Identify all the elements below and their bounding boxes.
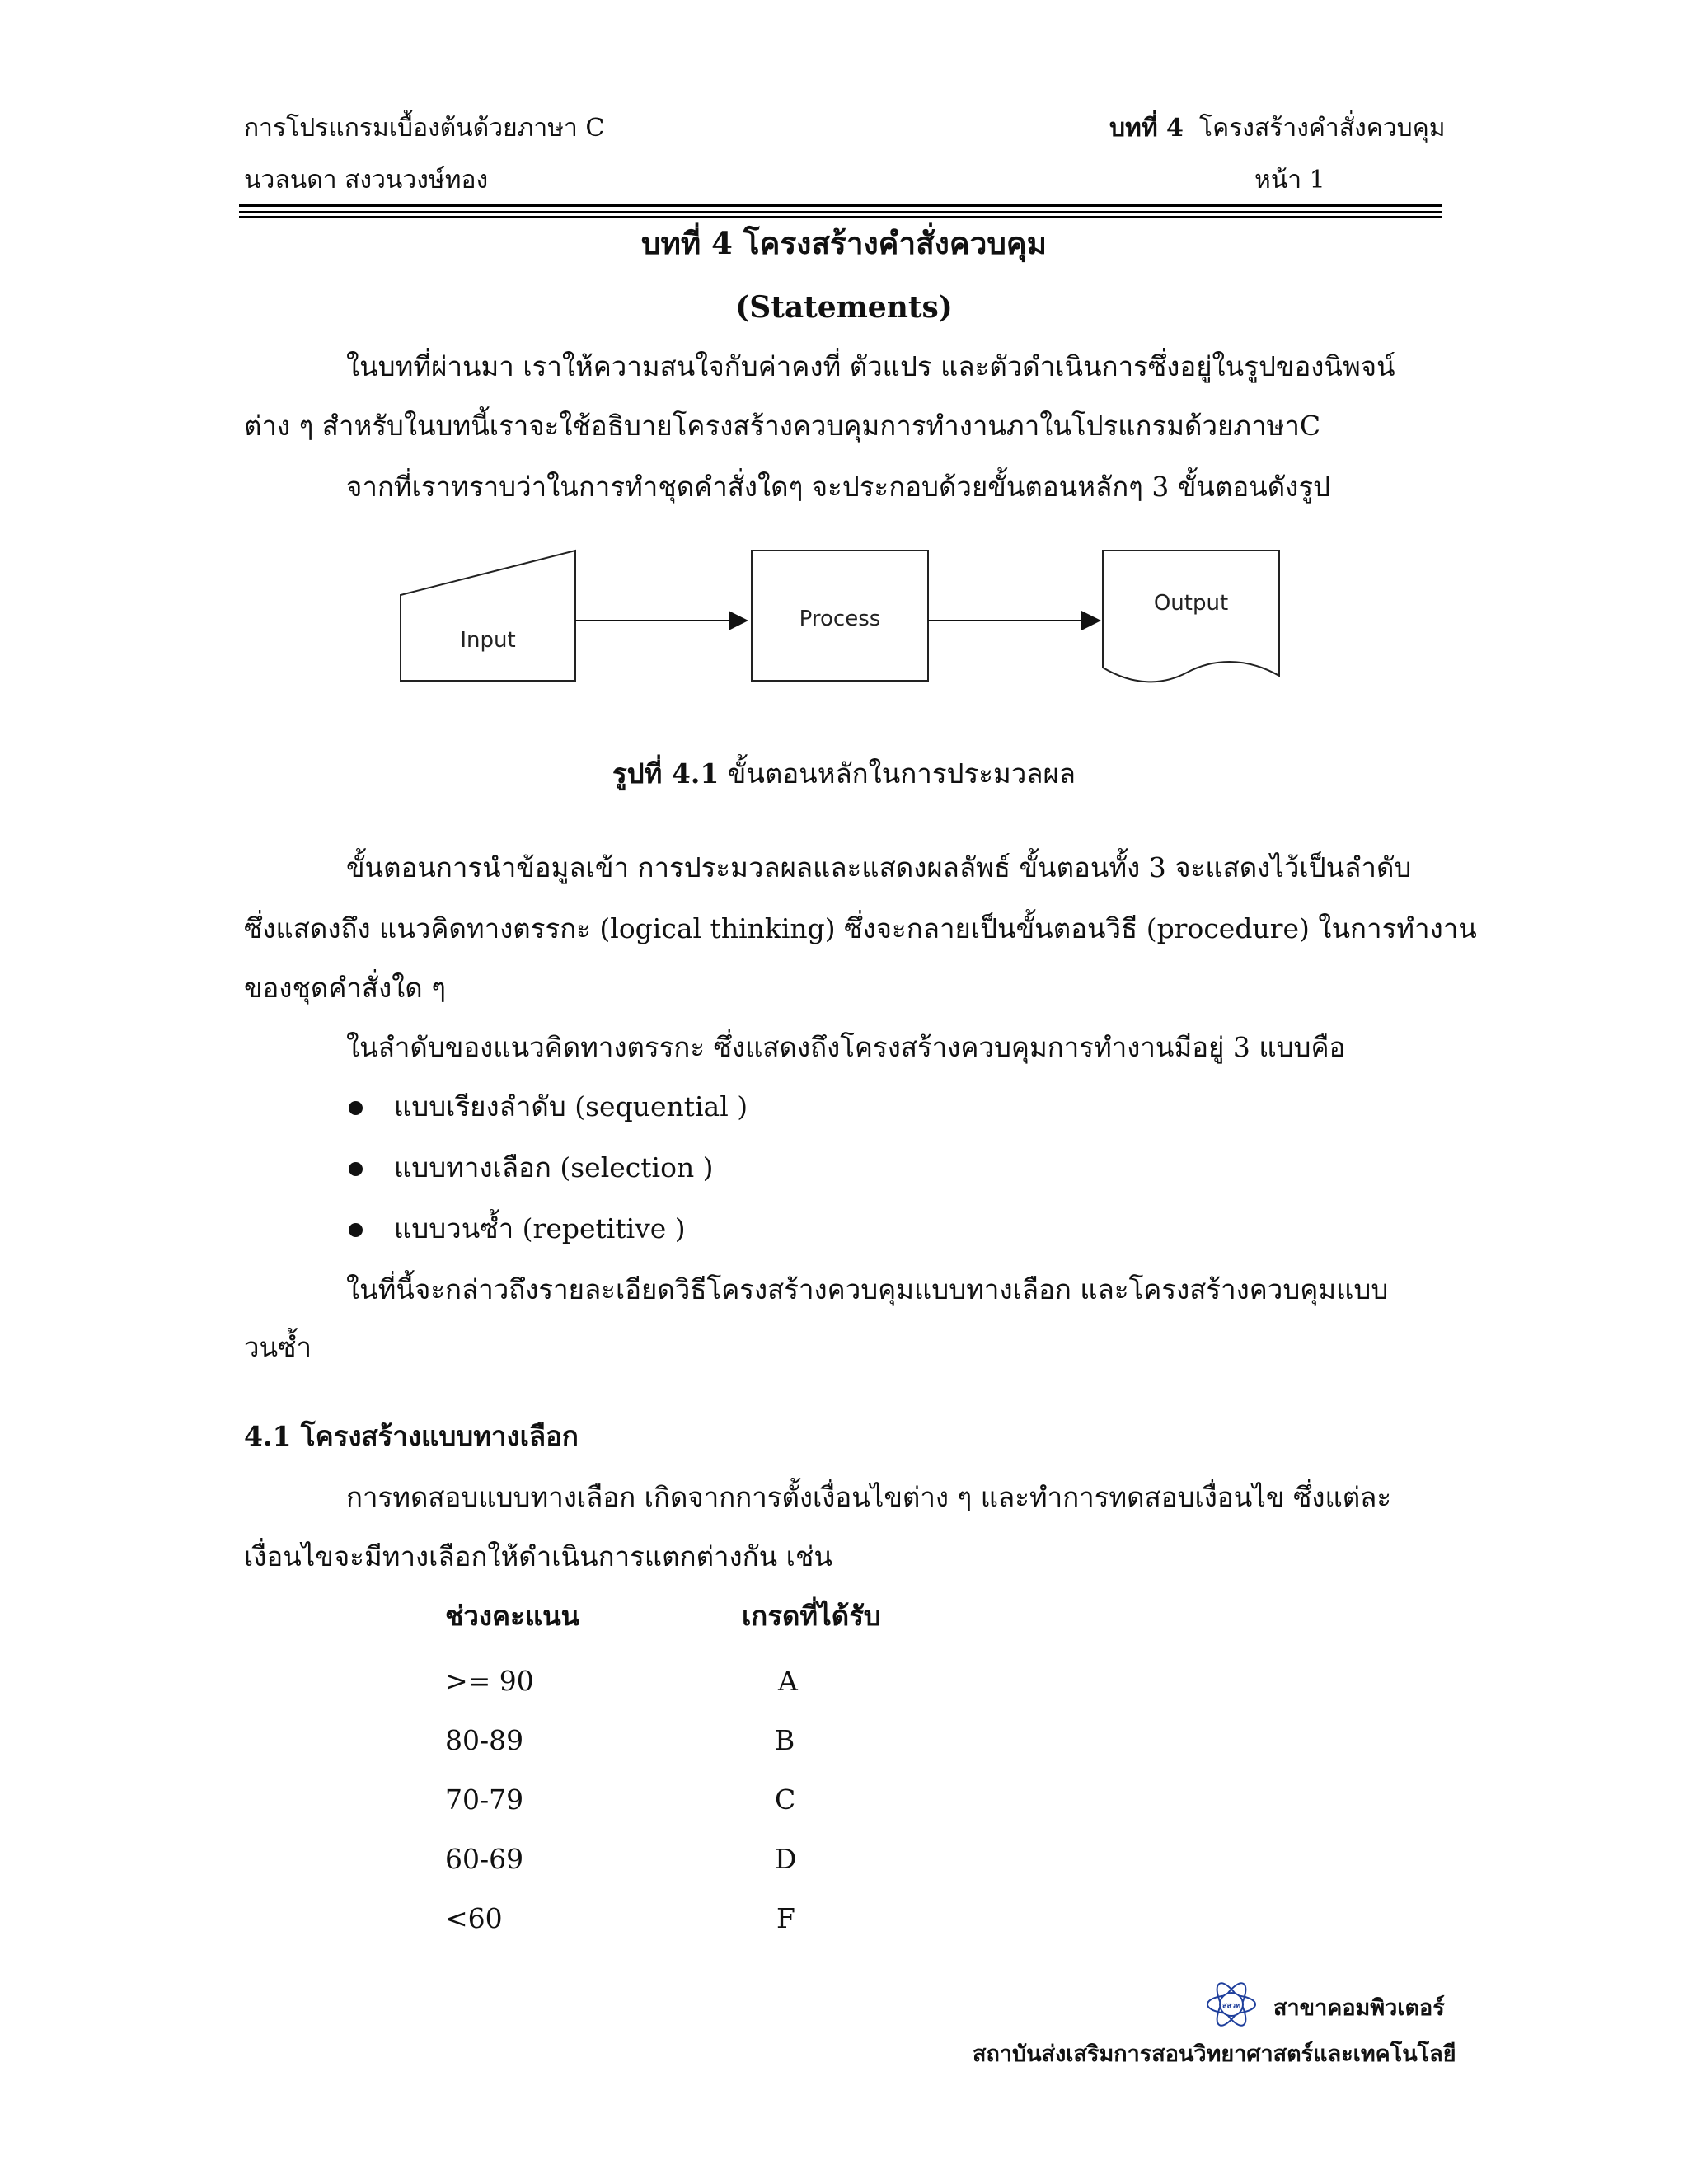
page-title: บทที่ 4 โครงสร้างคำสั่งควบคุม <box>641 225 1047 261</box>
bullet-item-repetitive: แบบวนซ้ำ (repetitive ) <box>394 1212 686 1244</box>
output-label: Output <box>1153 591 1229 616</box>
paragraph-selection-line2: เงื่อนไขจะมีทางเลือกให้ดำเนินการแตกต่างกัน เช่น <box>244 1540 832 1572</box>
paragraph-logic-line3: ของชุดคำสั่งใด ๆ <box>244 972 446 1004</box>
paragraph-steps: จากที่เราทราบว่าในการทำชุดคำสั่งใดๆ จะประกอบด้วยขั้นตอนหลักๆ 3 ขั้นตอนดังรูป <box>346 471 1331 503</box>
figure-caption-text: ขั้นตอนหลักในการประมวลผล <box>719 757 1076 790</box>
grade-table-grade-cell: F <box>776 1902 795 1934</box>
header-author: นวลนดา สงวนวงษ์ทอง <box>244 166 489 194</box>
header-chapter-prefix: บทที่ 4 <box>1109 114 1184 143</box>
grade-table-grade-cell: B <box>775 1724 795 1756</box>
figure-caption <box>0 757 1688 790</box>
bullet-item-sequential: แบบเรียงลำดับ (sequential ) <box>394 1090 748 1122</box>
grade-table-range-cell: >= 90 <box>445 1665 534 1697</box>
grade-table-header-range: ช่วงคะแนน <box>445 1600 580 1632</box>
paragraph-selection-line1: การทดสอบแบบทางเลือก เกิดจากการตั้งเงื่อนไขต่าง ๆ และทำการทดสอบเงื่อนไข ซึ่งแต่ละ <box>346 1481 1392 1513</box>
process-label: Process <box>799 607 881 631</box>
footer-department: สาขาคอมพิวเตอร์ <box>1273 1995 1445 2021</box>
header-course-title: การโปรแกรมเบื้องต้นด้วยภาษา C <box>244 114 605 143</box>
header-rule-thin-2 <box>239 216 1442 218</box>
header-rule-thick <box>239 204 1442 207</box>
section-heading: 4.1 โครงสร้างแบบทางเลือก <box>244 1420 579 1452</box>
paragraph-logic-line1: ขั้นตอนการนำข้อมูลเข้า การประมวลผลและแสดงผลลัพธ์ ขั้นตอนทั้ง 3 จะแสดงไว้เป็นลำดับ <box>346 851 1412 883</box>
grade-table-grade-cell: A <box>778 1665 798 1697</box>
grade-table-grade-cell: C <box>775 1783 796 1816</box>
bullet-item-selection: แบบทางเลือก (selection ) <box>394 1151 714 1183</box>
figure-caption-number: รูปที่ 4.1 <box>612 757 720 790</box>
grade-table-range-cell: 60-69 <box>445 1843 524 1875</box>
paragraph-structures: ในลำดับของแนวคิดทางตรรกะ ซึ่งแสดงถึงโครงสร้างควบคุมการทำงานมีอยู่ 3 แบบคือ <box>346 1031 1346 1063</box>
paragraph-intro-line2: ต่าง ๆ สำหรับในบทนี้เราจะใช้อธิบายโครงสร้างควบคุมการทำงานภาในโปรแกรมด้วยภาษาC <box>244 410 1321 442</box>
header-page-number: หน้า 1 <box>1254 166 1325 194</box>
header-chapter <box>1109 109 1446 148</box>
grade-table-grade-cell: D <box>775 1843 797 1875</box>
paragraph-logic-line2: ซึ่งแสดงถึง แนวคิดทางตรรกะ (logical thinking) ซึ่งจะกลายเป็นขั้นตอนวิธี (procedure) ในการทำงาน <box>244 912 1477 944</box>
paragraph-intro-line1: ในบทที่ผ่านมา เราให้ความสนใจกับค่าคงที่ ตัวแปร และตัวดำเนินการซึ่งอยู่ในรูปของนิพจน์ <box>346 350 1395 382</box>
grade-table-range-cell: <60 <box>445 1902 503 1934</box>
process-flow-diagram <box>396 544 1286 692</box>
output-shape <box>1103 551 1279 682</box>
page-subtitle: (Statements) <box>735 290 953 325</box>
grade-table-range-cell: 80-89 <box>445 1724 524 1756</box>
input-shape <box>401 551 575 681</box>
svg-text:สสวท: สสวท <box>1222 2002 1240 2010</box>
grade-table-range-cell: 70-79 <box>445 1783 524 1816</box>
input-label: Input <box>460 628 516 653</box>
bullet-marker <box>349 1162 363 1176</box>
header-rule-thin-1 <box>239 211 1442 213</box>
paragraph-scope-line2: วนซ้ำ <box>244 1331 312 1363</box>
footer-institute: สถาบันส่งเสริมการสอนวิทยาศาสตร์และเทคโนโลยี <box>973 2041 1456 2067</box>
ipst-logo-icon <box>1205 1978 1258 2031</box>
header-chapter-title: โครงสร้างคำสั่งควบคุม <box>1199 114 1446 143</box>
bullet-marker <box>349 1101 363 1115</box>
bullet-marker <box>349 1223 363 1237</box>
paragraph-scope-line1: ในที่นี้จะกล่าวถึงรายละเอียดวิธีโครงสร้างควบคุมแบบทางเลือก และโครงสร้างควบคุมแบบ <box>346 1273 1389 1305</box>
grade-table-header-grade: เกรดที่ได้รับ <box>742 1600 881 1632</box>
